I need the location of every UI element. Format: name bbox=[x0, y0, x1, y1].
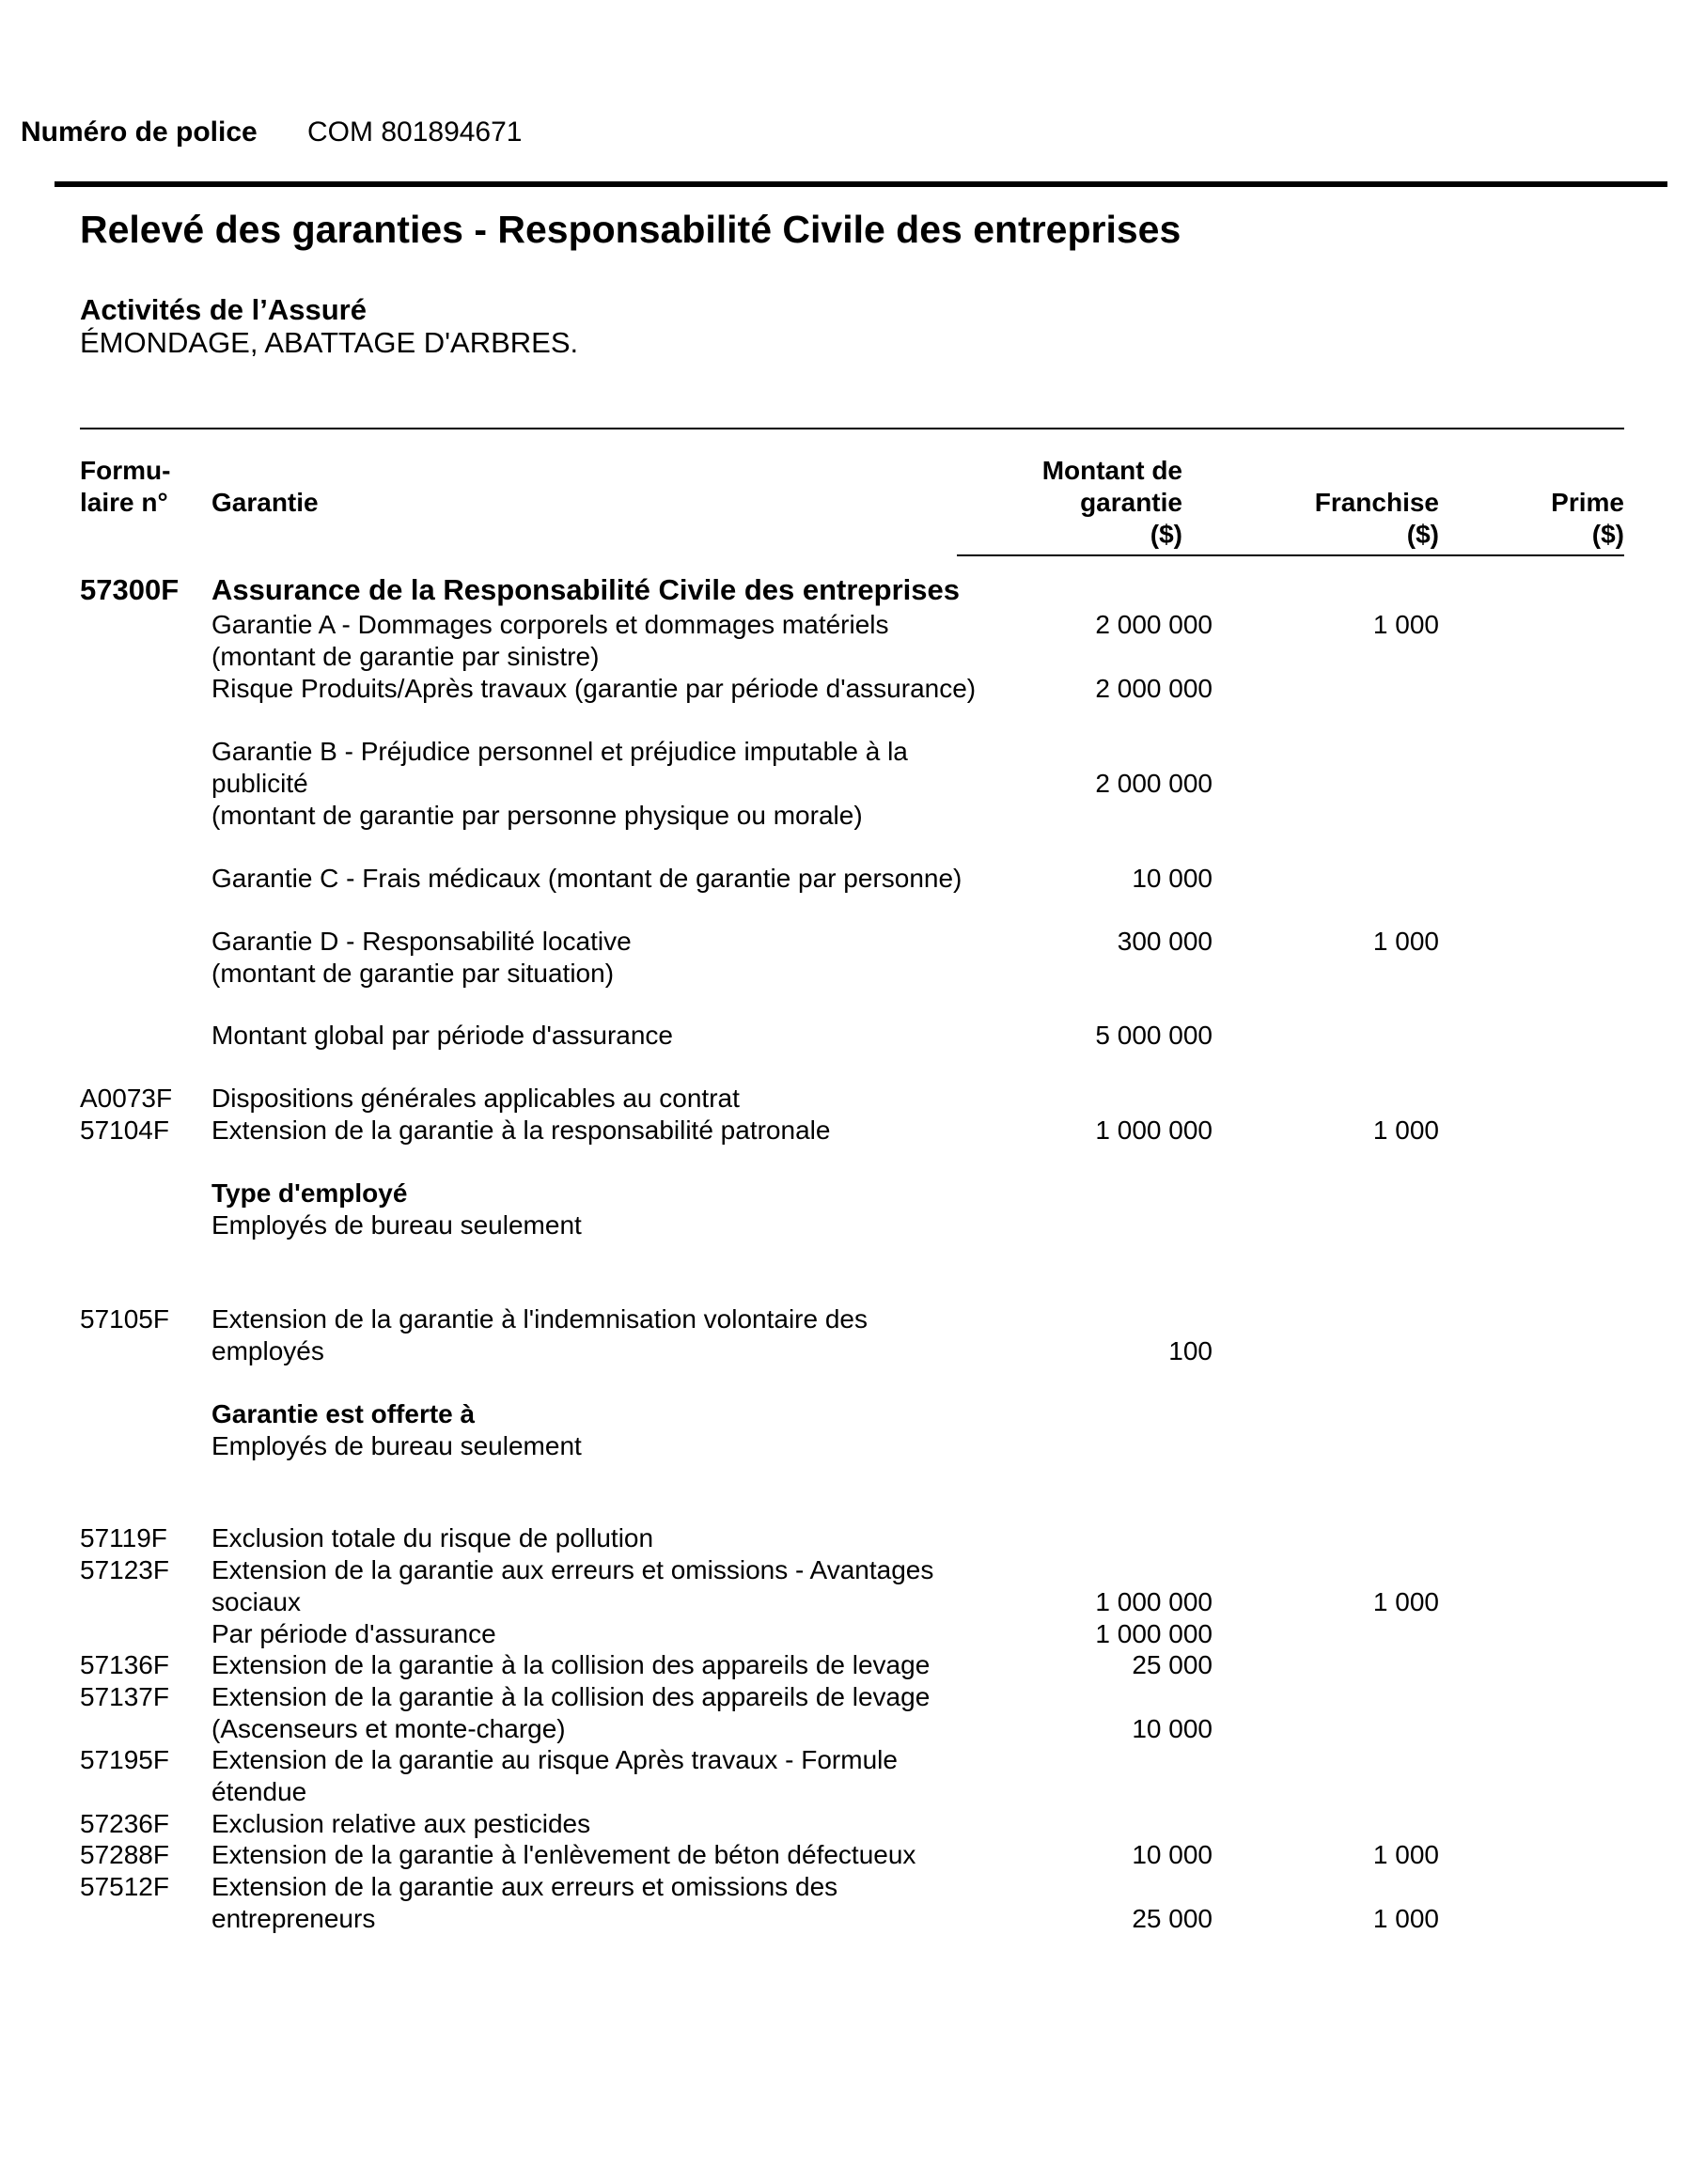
form-number: 57300F bbox=[80, 573, 180, 606]
col-deductible-header-l1: Franchise bbox=[1314, 488, 1439, 517]
header-underline bbox=[957, 554, 1624, 556]
col-form-header-l1: Formu- bbox=[80, 456, 171, 485]
page-title: Relevé des garanties - Responsabilité Civile des entreprises bbox=[80, 208, 1181, 251]
form-number: 57104F bbox=[80, 1115, 169, 1145]
coverage-line: Extension de la garantie à la collision des appareils de levage bbox=[211, 1650, 931, 1679]
col-premium-header-l2: ($) bbox=[1591, 520, 1624, 549]
col-amount-header-l3: ($) bbox=[1150, 520, 1182, 549]
coverage-line: Exclusion totale du risque de pollution bbox=[211, 1523, 654, 1552]
deductible-amount: 1 000 bbox=[1372, 610, 1439, 639]
col-deductible-header-l2: ($) bbox=[1406, 520, 1439, 549]
coverage-amount: 5 000 000 bbox=[1095, 1021, 1213, 1050]
col-form-header-l2: laire n° bbox=[80, 488, 168, 517]
coverage-amount: 25 000 bbox=[1132, 1904, 1213, 1933]
coverage-line: (Ascenseurs et monte-charge) bbox=[211, 1714, 566, 1743]
coverage-line: (montant de garantie par personne physique ou morale) bbox=[211, 801, 863, 830]
coverage-line: Dispositions générales applicables au contrat bbox=[211, 1084, 740, 1113]
sub-label: Type d'employé bbox=[211, 1178, 408, 1208]
deductible-amount: 1 000 bbox=[1372, 1904, 1439, 1933]
coverage-line: Extension de la garantie à la responsabilité patronale bbox=[211, 1115, 831, 1145]
col-premium-header-l1: Prime bbox=[1551, 488, 1624, 517]
coverage-line: (montant de garantie par sinistre) bbox=[211, 642, 600, 671]
form-number: 57136F bbox=[80, 1650, 169, 1679]
deductible-amount: 1 000 bbox=[1372, 1115, 1439, 1145]
sub-label: Garantie est offerte à bbox=[211, 1399, 476, 1428]
form-number: 57137F bbox=[80, 1682, 169, 1711]
coverage-line: Par période d'assurance bbox=[211, 1619, 496, 1648]
coverage-line: Garantie A - Dommages corporels et dommages matériels bbox=[211, 610, 889, 639]
form-number: 57105F bbox=[80, 1304, 169, 1334]
coverage-line: employés bbox=[211, 1336, 324, 1365]
activities-value: ÉMONDAGE, ABATTAGE D'ARBRES. bbox=[80, 326, 579, 359]
deductible-amount: 1 000 bbox=[1372, 1587, 1439, 1616]
deductible-amount: 1 000 bbox=[1372, 1840, 1439, 1869]
form-number: 57123F bbox=[80, 1555, 169, 1584]
coverage-line: Extension de la garantie à l'indemnisation volontaire des bbox=[211, 1304, 868, 1334]
coverage-heading: Assurance de la Responsabilité Civile des entreprises bbox=[211, 573, 960, 606]
coverage-amount: 2 000 000 bbox=[1095, 674, 1213, 703]
coverage-amount: 2 000 000 bbox=[1095, 610, 1213, 639]
coverage-line: Garantie B - Préjudice personnel et préjudice imputable à la bbox=[211, 737, 908, 766]
coverage-amount: 300 000 bbox=[1117, 927, 1213, 956]
coverage-line: Montant global par période d'assurance bbox=[211, 1021, 673, 1050]
coverage-amount: 10 000 bbox=[1132, 864, 1213, 893]
coverage-line: entrepreneurs bbox=[211, 1904, 376, 1933]
policy-number-value: COM 801894671 bbox=[307, 117, 523, 148]
coverage-line: publicité bbox=[211, 769, 308, 798]
coverage-line: Extension de la garantie à la collision des appareils de levage bbox=[211, 1682, 931, 1711]
col-coverage-header: Garantie bbox=[211, 488, 319, 517]
coverage-line: Extension de la garantie aux erreurs et omissions - Avantages bbox=[211, 1555, 934, 1584]
coverage-line: Garantie C - Frais médicaux (montant de garantie par personne) bbox=[211, 864, 962, 893]
coverage-amount: 10 000 bbox=[1132, 1714, 1213, 1743]
coverage-line: Extension de la garantie à l'enlèvement de béton défectueux bbox=[211, 1840, 916, 1869]
coverage-amount: 1 000 000 bbox=[1095, 1115, 1213, 1145]
coverage-line: Risque Produits/Après travaux (garantie par période d'assurance) bbox=[211, 674, 977, 703]
deductible-amount: 1 000 bbox=[1372, 927, 1439, 956]
form-number: 57236F bbox=[80, 1809, 169, 1838]
coverage-line: étendue bbox=[211, 1777, 307, 1806]
col-amount-header-l1: Montant de bbox=[1041, 456, 1182, 485]
coverage-amount: 10 000 bbox=[1132, 1840, 1213, 1869]
col-amount-header-l2: garantie bbox=[1080, 488, 1182, 517]
coverage-line: Extension de la garantie au risque Après travaux - Formule bbox=[211, 1745, 898, 1774]
coverage-amount: 2 000 000 bbox=[1095, 769, 1213, 798]
policy-number-label: Numéro de police bbox=[21, 117, 258, 148]
activities-label: Activités de l’Assuré bbox=[80, 293, 367, 326]
form-number: 57119F bbox=[80, 1523, 167, 1552]
coverage-line: sociaux bbox=[211, 1587, 301, 1616]
coverage-line: Garantie D - Responsabilité locative bbox=[211, 927, 632, 956]
form-number: 57288F bbox=[80, 1840, 169, 1869]
form-number: 57195F bbox=[80, 1745, 169, 1774]
coverage-amount: 1 000 000 bbox=[1095, 1619, 1213, 1648]
coverage-line: Extension de la garantie aux erreurs et omissions des bbox=[211, 1872, 838, 1901]
coverage-amount: 100 bbox=[1168, 1336, 1213, 1365]
section-rule bbox=[80, 428, 1624, 429]
coverage-amount: 25 000 bbox=[1132, 1650, 1213, 1679]
sub-value: Employés de bureau seulement bbox=[211, 1210, 582, 1240]
header-rule bbox=[55, 181, 1667, 187]
form-number: A0073F bbox=[80, 1084, 173, 1113]
coverage-line: Exclusion relative aux pesticides bbox=[211, 1809, 591, 1838]
coverage-amount: 1 000 000 bbox=[1095, 1587, 1213, 1616]
coverage-line: (montant de garantie par situation) bbox=[211, 959, 615, 988]
form-number: 57512F bbox=[80, 1872, 169, 1901]
sub-value: Employés de bureau seulement bbox=[211, 1431, 582, 1460]
